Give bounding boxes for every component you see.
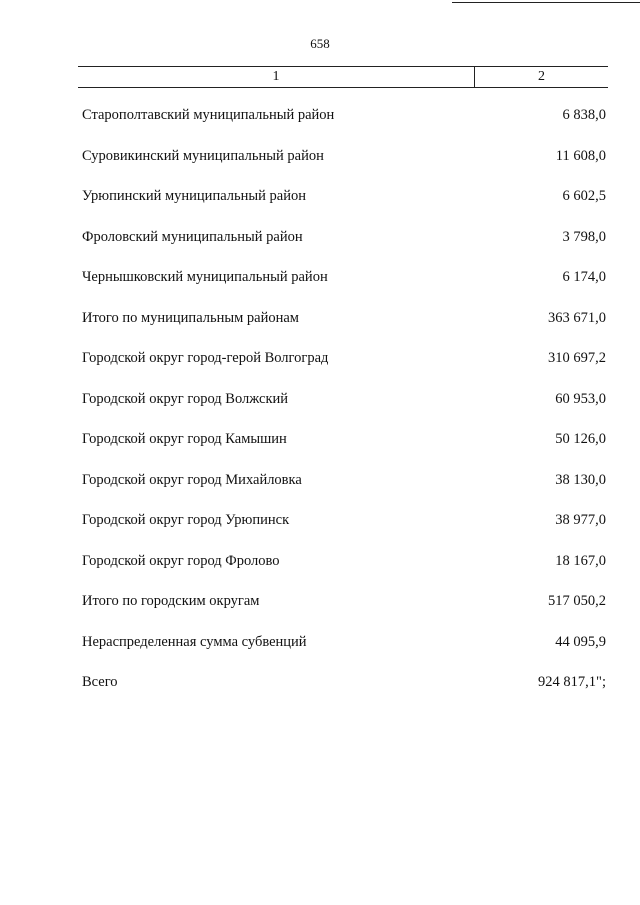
row-label: Суровикинский муниципальный район	[82, 147, 324, 164]
row-label: Городской округ город Урюпинск	[82, 512, 290, 528]
row-value: 6 174,0	[562, 269, 606, 285]
page-number: 658	[310, 36, 330, 51]
table-row	[82, 148, 606, 189]
row-value: 3 798,0	[562, 228, 606, 245]
row-label: Фроловский муниципальный район	[82, 228, 303, 245]
row-value: 18 167,0	[555, 552, 606, 569]
row-value: 924 817,1";	[538, 674, 606, 690]
top-rule	[452, 2, 640, 3]
row-value: 363 671,0	[548, 309, 606, 326]
column-header-2: 2	[538, 69, 545, 84]
table-row	[82, 512, 606, 553]
table-header	[78, 66, 608, 88]
row-label: Итого по городским округам	[82, 593, 260, 609]
row-label: Нераспределенная сумма субвенций	[82, 633, 307, 650]
row-label: Итого по муниципальным районам	[82, 309, 299, 326]
table-body	[82, 107, 606, 715]
table-row	[82, 553, 606, 594]
table-row	[82, 634, 606, 675]
row-label: Чернышковский муниципальный район	[82, 269, 328, 285]
subtotal-row	[82, 593, 606, 634]
row-label: Городской округ город Камышин	[82, 431, 287, 447]
row-label: Всего	[82, 674, 118, 690]
row-label: Городской округ город Фролово	[82, 552, 280, 569]
table-row	[82, 350, 606, 391]
table-row	[82, 431, 606, 472]
table-row	[82, 391, 606, 432]
row-value: 310 697,2	[548, 350, 606, 366]
row-value: 517 050,2	[548, 593, 606, 609]
row-label: Старополтавский муниципальный район	[82, 107, 335, 123]
table-row	[82, 472, 606, 513]
table-row	[82, 107, 606, 148]
column-header-1: 1	[78, 67, 475, 87]
row-value: 38 977,0	[555, 512, 606, 528]
row-value: 44 095,9	[555, 633, 606, 650]
subtotal-row	[82, 310, 606, 351]
table-row	[82, 229, 606, 270]
row-label: Городской округ город-герой Волгоград	[82, 350, 329, 366]
row-value: 6 838,0	[562, 107, 606, 123]
table-row	[82, 188, 606, 229]
row-value: 6 602,5	[562, 188, 606, 204]
row-value: 11 608,0	[555, 147, 606, 164]
row-value: 38 130,0	[555, 471, 606, 488]
total-row	[82, 674, 606, 715]
row-label: Урюпинский муниципальный район	[82, 188, 306, 204]
row-value: 60 953,0	[555, 390, 606, 407]
row-label: Городской округ город Михайловка	[82, 471, 302, 488]
table-row	[82, 269, 606, 310]
row-value: 50 126,0	[555, 431, 606, 447]
row-label: Городской округ город Волжский	[82, 390, 289, 407]
